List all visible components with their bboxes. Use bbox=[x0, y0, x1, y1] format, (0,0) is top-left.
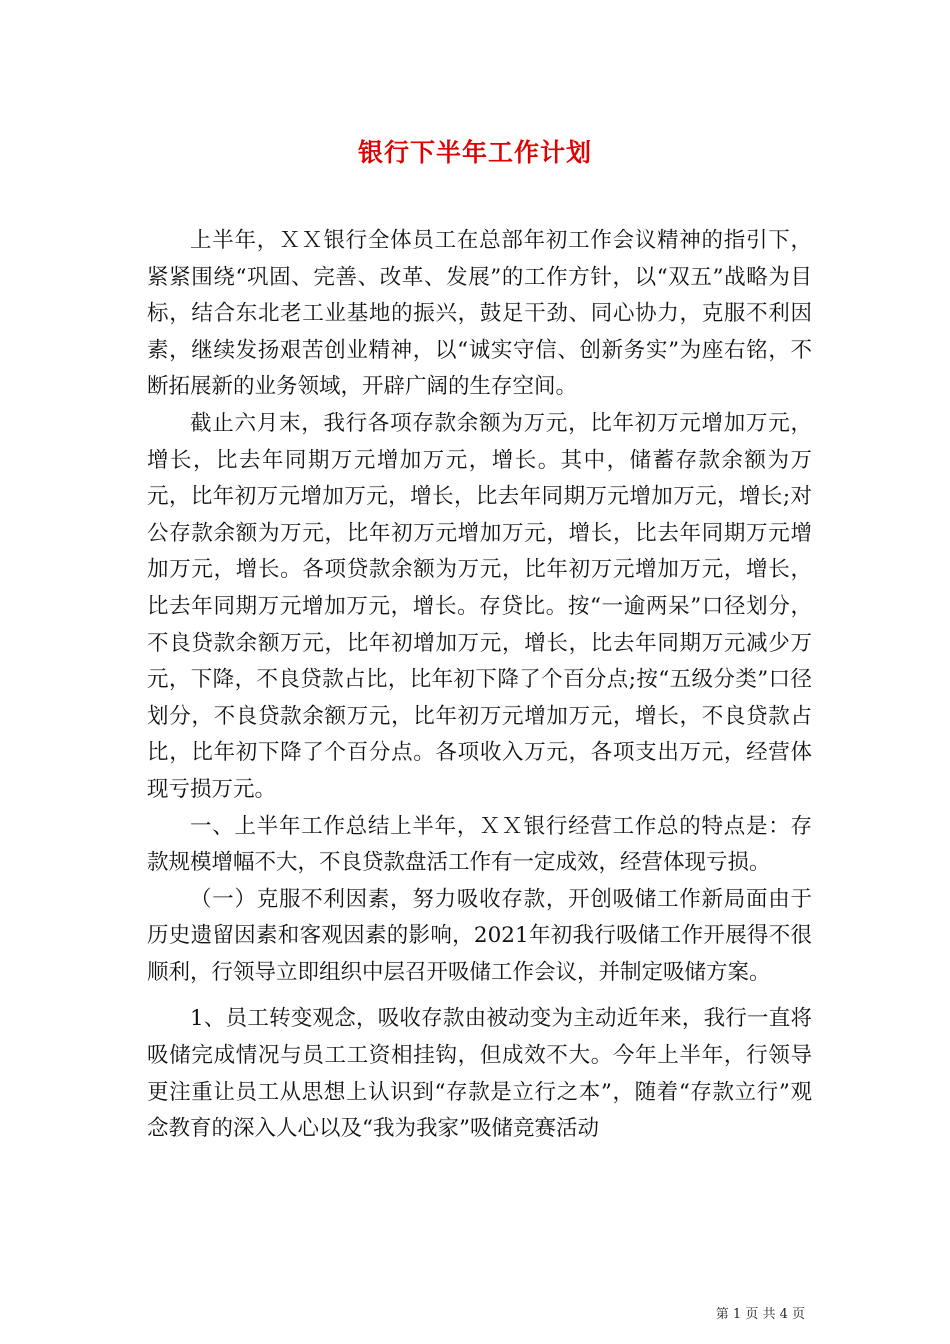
page-number-footer: 第 1 页 共 4 页 bbox=[715, 1307, 805, 1322]
paragraph-item-one: 1、员工转变观念，吸收存款由被动变为主动近年来，我行一直将吸储完成情况与员工工资相挂钩，但成效不大。今年上半年，行领导更注重让员工从思想上认识到“存款是立行之本”，随着“存款立行”观念教育的深入人心以及“我为我家”吸储竞赛活动 bbox=[147, 1006, 812, 1142]
paragraph-figures: 截止六月末，我行各项存款余额为万元，比年初万元增加万元，增长，比去年同期万元增加万元，增长。其中，储蓄存款余额为万元，比年初万元增加万元，增长，比去年同期万元增加万元，增长;对公存款余额为万元，比年初万元增加万元，增长，比去年同期万元增加万元，增长。各项贷款余额为万元，比年初万元增加万元，增长，比去年同期万元增加万元，增长。存贷比。按“一逾两呆”口径划分，不良贷款余额万元，比年初增加万元，增长，比去年同期万元减少万元，下降，不良贷款占比，比年初下降了个百分点;按“五级分类”口径划分，不良贷款余额万元，比年初万元增加万元，增长，不良贷款占比，比年初下降了个百分点。各项收入万元，各项支出万元，经营体现亏损万元。 bbox=[147, 410, 812, 802]
document-body bbox=[147, 223, 812, 1148]
paragraph-subsection-one: （一）克服不利因素，努力吸收存款，开创吸储工作新局面由于历史遗留因素和客观因素的影响，2021年初我行吸储工作开展得不很顺利，行领导立即组织中层召开吸储工作会议，并制定吸储方案。 bbox=[147, 886, 812, 985]
paragraph-section-one: 一、上半年工作总结上半年，ＸＸ银行经营工作总的特点是：存款规模增幅不大，不良贷款盘活工作有一定成效，经营体现亏损。 bbox=[147, 813, 812, 876]
paragraph-intro: 上半年，ＸＸ银行全体员工在总部年初工作会议精神的指引下，紧紧围绕“巩固、完善、改革、发展”的工作方针，以“双五”战略为目标，结合东北老工业基地的振兴，鼓足干劲、同心协力，克服不利因素，继续发扬艰苦创业精神，以“诚实守信、创新务实”为座右铭，不断拓展新的业务领域，开辟广阔的生存空间。 bbox=[147, 228, 812, 400]
document-title: 银行下半年工作计划 bbox=[357, 138, 592, 167]
